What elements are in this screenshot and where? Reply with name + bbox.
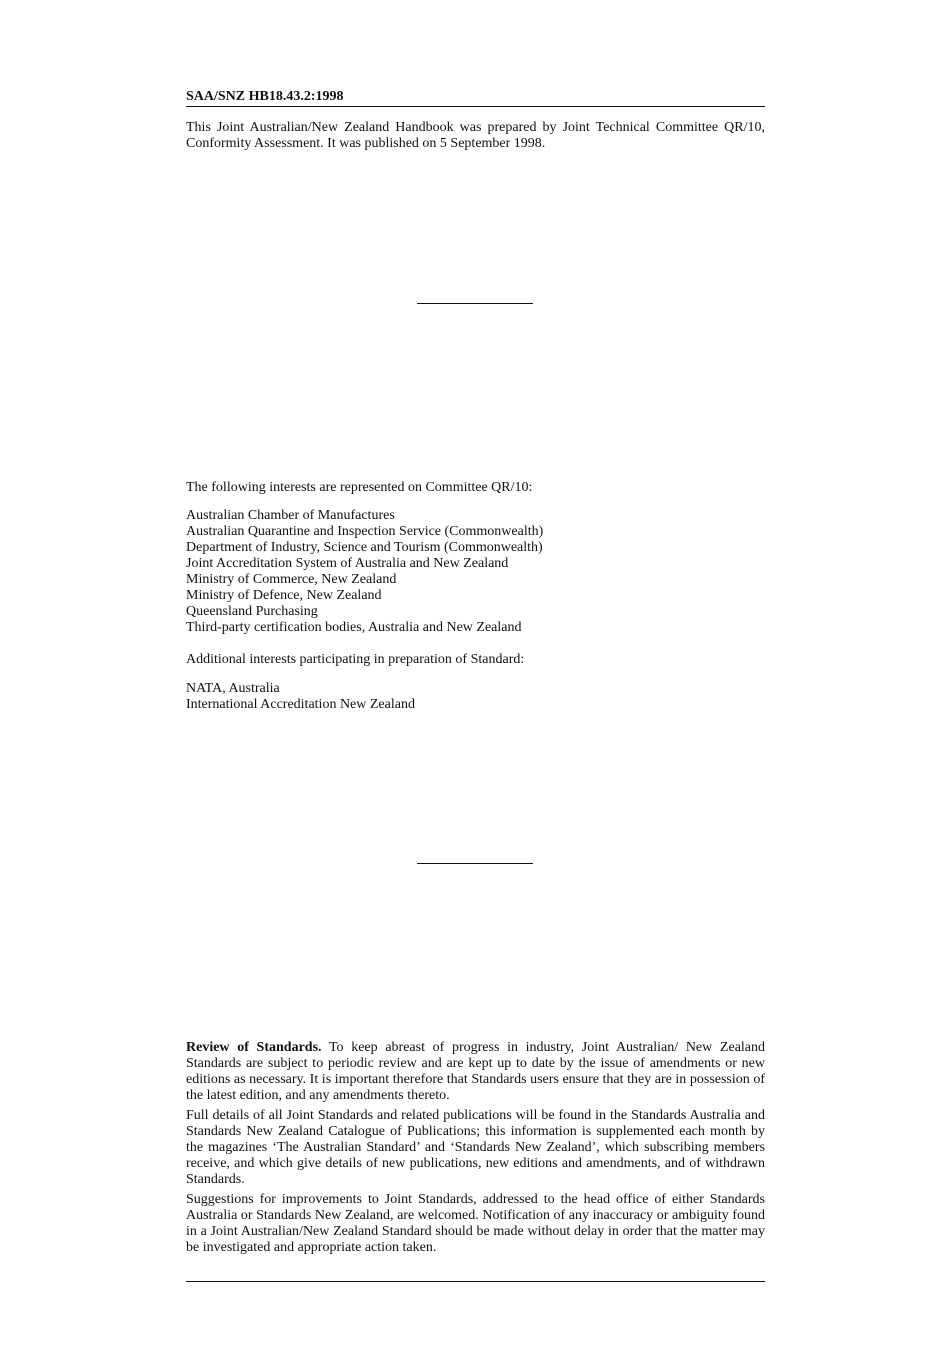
- list-item: Australian Chamber of Manufactures: [186, 508, 395, 523]
- footer-rule: [186, 1281, 765, 1282]
- review-paragraph: [186, 1040, 765, 1104]
- list-item: NATA, Australia: [186, 681, 280, 696]
- review-paragraph: Suggestions for improvements to Joint Standards, addressed to the head office of either Standards Australia or Standards New Zealand, are welcomed. Notification of any inaccuracy or ambiguity found in a Joint Australian/New Zealand Standard should be made without delay in order that the matter may be investigated and appropriate action taken.: [186, 1192, 765, 1255]
- review-text: To keep abreast of progress in industry, Joint Australian/ New Zealand Standards are subject to periodic review and are kept up to date by the issue of amendments or new editions as necessary. It is important therefore that Standards users ensure that they are in possession of the latest edition, and any amendments thereto.: [186, 1040, 766, 1103]
- header-rule: [186, 106, 765, 107]
- section-divider: [417, 863, 533, 864]
- list-item: Third-party certification bodies, Australia and New Zealand: [186, 620, 522, 635]
- list-item: International Accreditation New Zealand: [186, 697, 415, 712]
- list-item: Queensland Purchasing: [186, 604, 318, 619]
- intro-paragraph: This Joint Australian/New Zealand Handbook was prepared by Joint Technical Committee QR/10, Conformity Assessment. It was published on 5 September 1998.: [186, 120, 765, 151]
- list-item: Ministry of Commerce, New Zealand: [186, 572, 397, 587]
- additional-interests-heading: Additional interests participating in preparation of Standard:: [186, 652, 525, 667]
- review-paragraph: Full details of all Joint Standards and related publications will be found in the Standards Australia and Standards New Zealand Catalogue of Publications; this information is supplemented each month by the magazines ‘The Australian Standard’ and ‘Standards New Zealand’, which subscribing members receive, and which give details of new publications, new editions and amendments, and of withdrawn Standards.: [186, 1108, 765, 1187]
- committee-heading: The following interests are represented on Committee QR/10:: [186, 480, 533, 495]
- additional-interests-list: [186, 681, 765, 713]
- document-code: SAA/SNZ HB18.43.2:1998: [186, 89, 344, 104]
- section-divider: [417, 303, 533, 304]
- list-item: Australian Quarantine and Inspection Service (Commonwealth): [186, 524, 544, 539]
- review-title: Review of Standards.: [186, 1040, 322, 1055]
- review-of-standards: [186, 1040, 765, 1260]
- committee-member-list: [186, 508, 765, 636]
- list-item: Ministry of Defence, New Zealand: [186, 588, 382, 603]
- list-item: Joint Accreditation System of Australia and New Zealand: [186, 556, 509, 571]
- list-item: Department of Industry, Science and Tourism (Commonwealth): [186, 540, 543, 555]
